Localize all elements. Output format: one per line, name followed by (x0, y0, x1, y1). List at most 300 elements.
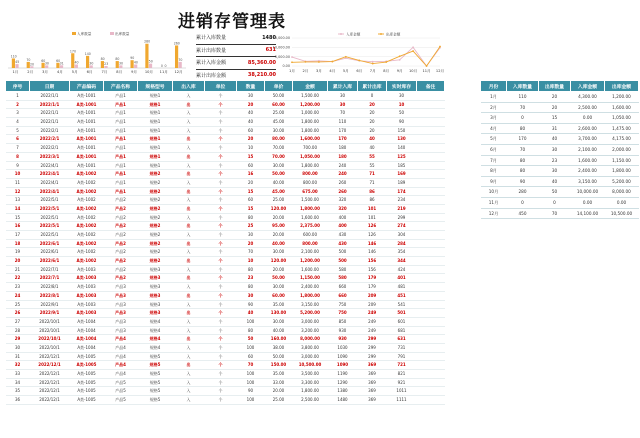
table-cell[interactable] (417, 109, 445, 118)
table-cell[interactable]: 50.00 (265, 274, 293, 283)
month-cell[interactable]: 10,000.00 (571, 187, 605, 198)
table-cell[interactable]: A类-1005 (70, 396, 104, 405)
month-row[interactable] (481, 102, 639, 113)
table-cell[interactable]: 601 (387, 317, 417, 326)
month-cell[interactable]: 30 (539, 166, 571, 177)
table-cell[interactable] (417, 291, 445, 300)
table-cell[interactable]: 2022/9/1 (30, 309, 70, 318)
month-cell[interactable]: 0.00 (571, 113, 605, 124)
table-cell[interactable]: 249 (358, 309, 387, 318)
table-cell[interactable]: 1,800.00 (293, 387, 328, 396)
table-cell[interactable]: 23 (237, 274, 265, 283)
table-cell[interactable]: A类-1003 (70, 300, 104, 309)
table-cell[interactable]: 299 (358, 343, 387, 352)
table-cell[interactable] (417, 170, 445, 179)
table-cell[interactable]: 2022/12/1 (30, 352, 70, 361)
table-cell[interactable]: 1,200.00 (293, 100, 328, 109)
table-cell[interactable]: 299 (358, 352, 387, 361)
table-cell[interactable]: 55 (358, 152, 387, 161)
month-cell[interactable]: 14,100.00 (571, 208, 605, 219)
table-row[interactable] (6, 187, 445, 196)
table-cell[interactable]: 13 (6, 196, 30, 205)
table-cell[interactable]: 344 (387, 257, 417, 266)
table-cell[interactable]: 个 (205, 100, 237, 109)
table-cell[interactable]: 20.00 (265, 265, 293, 274)
table-cell[interactable]: 产品2 (104, 204, 138, 213)
table-cell[interactable]: 2,400.00 (293, 283, 328, 292)
table-row[interactable] (6, 239, 445, 248)
table-cell[interactable]: 20 (358, 126, 387, 135)
table-cell[interactable]: 18 (6, 239, 30, 248)
table-cell[interactable]: 80 (237, 265, 265, 274)
table-cell[interactable]: 产品4 (104, 343, 138, 352)
table-cell[interactable]: 369 (358, 370, 387, 379)
table-cell[interactable]: 1,200.00 (293, 257, 328, 266)
table-cell[interactable]: 2,375.00 (293, 222, 328, 231)
table-cell[interactable]: 30.00 (265, 248, 293, 257)
table-cell[interactable]: 234 (387, 196, 417, 205)
column-header[interactable]: 备注 (417, 81, 445, 92)
table-cell[interactable]: 个 (205, 170, 237, 179)
table-cell[interactable]: 规格1 (138, 126, 173, 135)
table-cell[interactable]: 451 (387, 291, 417, 300)
table-cell[interactable]: A类-1001 (70, 118, 104, 127)
table-cell[interactable]: 个 (205, 118, 237, 127)
table-cell[interactable]: 40.00 (265, 239, 293, 248)
table-cell[interactable]: 产品3 (104, 317, 138, 326)
table-cell[interactable]: 209 (358, 300, 387, 309)
table-cell[interactable]: 入 (173, 178, 205, 187)
month-row[interactable] (481, 134, 639, 145)
table-cell[interactable]: 入 (173, 343, 205, 352)
table-cell[interactable]: 规格3 (138, 274, 173, 283)
table-row[interactable] (6, 291, 445, 300)
table-cell[interactable]: 产品4 (104, 361, 138, 370)
table-cell[interactable]: A类-1002 (70, 222, 104, 231)
month-cell[interactable]: 110 (507, 92, 539, 103)
table-cell[interactable]: 30 (328, 92, 358, 101)
table-cell[interactable]: 2022/8/1 (30, 283, 70, 292)
table-cell[interactable]: 产品1 (104, 161, 138, 170)
table-cell[interactable]: 入 (173, 118, 205, 127)
table-cell[interactable]: 规格1 (138, 135, 173, 144)
month-cell[interactable]: 0.00 (605, 197, 639, 208)
column-header[interactable]: 累计入库 (328, 81, 358, 92)
table-cell[interactable]: 8,000.00 (293, 335, 328, 344)
month-cell[interactable]: 170 (507, 134, 539, 145)
table-cell[interactable]: 2022/6/1 (30, 248, 70, 257)
month-cell[interactable]: 30 (539, 144, 571, 155)
table-cell[interactable]: 产品1 (104, 144, 138, 153)
month-cell[interactable]: 40 (539, 176, 571, 187)
table-cell[interactable]: 631 (387, 335, 417, 344)
table-cell[interactable]: 2022/6/1 (30, 257, 70, 266)
table-cell[interactable]: 出 (173, 170, 205, 179)
table-row[interactable] (6, 100, 445, 109)
table-cell[interactable]: 产品5 (104, 378, 138, 387)
table-cell[interactable]: 规格2 (138, 170, 173, 179)
table-cell[interactable]: 规格3 (138, 309, 173, 318)
table-cell[interactable]: 规格1 (138, 144, 173, 153)
table-cell[interactable]: 个 (205, 196, 237, 205)
table-cell[interactable]: 个 (205, 283, 237, 292)
table-cell[interactable]: 入 (173, 283, 205, 292)
table-cell[interactable]: 101 (358, 204, 387, 213)
table-cell[interactable]: 个 (205, 291, 237, 300)
table-cell[interactable]: 284 (387, 239, 417, 248)
table-cell[interactable]: 2022/5/1 (30, 204, 70, 213)
table-cell[interactable]: 规格5 (138, 370, 173, 379)
table-cell[interactable]: 个 (205, 213, 237, 222)
table-cell[interactable]: 700.00 (293, 144, 328, 153)
month-cell[interactable]: 15 (539, 113, 571, 124)
table-cell[interactable]: 219 (387, 204, 417, 213)
table-cell[interactable]: 产品2 (104, 239, 138, 248)
table-cell[interactable]: 规格4 (138, 317, 173, 326)
table-cell[interactable]: 2022/10/1 (30, 343, 70, 352)
table-cell[interactable]: 34 (6, 378, 30, 387)
table-cell[interactable]: 出 (173, 335, 205, 344)
table-cell[interactable]: 170 (328, 135, 358, 144)
table-row[interactable] (6, 352, 445, 361)
table-cell[interactable]: 规格3 (138, 300, 173, 309)
table-cell[interactable]: 304 (387, 231, 417, 240)
table-cell[interactable]: 20 (6, 257, 30, 266)
table-cell[interactable]: 2022/2/1 (30, 126, 70, 135)
table-cell[interactable]: 出 (173, 100, 205, 109)
table-cell[interactable] (417, 92, 445, 101)
table-cell[interactable]: A类-1001 (70, 92, 104, 101)
table-cell[interactable]: 60 (237, 126, 265, 135)
table-cell[interactable]: 规格2 (138, 178, 173, 187)
table-cell[interactable]: 17 (6, 231, 30, 240)
month-cell[interactable]: 8月 (481, 166, 507, 177)
month-row[interactable] (481, 92, 639, 103)
table-cell[interactable]: 2022/9/1 (30, 300, 70, 309)
table-cell[interactable]: 400 (328, 222, 358, 231)
table-cell[interactable]: 179 (358, 274, 387, 283)
table-cell[interactable]: 规格4 (138, 326, 173, 335)
month-cell[interactable]: 80 (507, 155, 539, 166)
table-cell[interactable]: 2022/7/1 (30, 265, 70, 274)
table-cell[interactable]: 20 (358, 118, 387, 127)
table-cell[interactable]: 86 (358, 196, 387, 205)
table-cell[interactable]: 90 (237, 387, 265, 396)
table-cell[interactable]: 2022/12/1 (30, 378, 70, 387)
table-cell[interactable]: 369 (358, 361, 387, 370)
table-cell[interactable]: 260 (328, 187, 358, 196)
column-header[interactable]: 实时库存 (387, 81, 417, 92)
month-cell[interactable]: 0.00 (571, 197, 605, 208)
table-cell[interactable] (417, 309, 445, 318)
table-cell[interactable]: 40 (237, 118, 265, 127)
table-cell[interactable]: 35.00 (265, 370, 293, 379)
table-cell[interactable]: 71 (358, 170, 387, 179)
month-cell[interactable]: 4月 (481, 123, 507, 134)
table-cell[interactable]: 400 (328, 213, 358, 222)
table-row[interactable] (6, 92, 445, 101)
table-cell[interactable]: 180 (328, 152, 358, 161)
table-cell[interactable]: A类-1001 (70, 152, 104, 161)
month-cell[interactable]: 20 (539, 92, 571, 103)
month-column-header[interactable]: 出库金额 (605, 81, 639, 92)
month-cell[interactable]: 90 (507, 176, 539, 187)
table-cell[interactable]: 1,600.00 (293, 135, 328, 144)
table-cell[interactable]: 24 (6, 291, 30, 300)
table-cell[interactable]: 930 (328, 326, 358, 335)
month-cell[interactable]: 0 (507, 113, 539, 124)
table-cell[interactable]: 30.00 (265, 317, 293, 326)
table-cell[interactable]: 个 (205, 343, 237, 352)
month-column-header[interactable]: 月份 (481, 81, 507, 92)
table-cell[interactable]: 580 (328, 265, 358, 274)
table-row[interactable] (6, 274, 445, 283)
table-cell[interactable]: 1,800.00 (293, 126, 328, 135)
table-row[interactable] (6, 161, 445, 170)
table-cell[interactable]: 660 (328, 291, 358, 300)
table-cell[interactable]: 100 (237, 370, 265, 379)
table-cell[interactable]: 产品3 (104, 283, 138, 292)
table-cell[interactable]: 10 (237, 144, 265, 153)
table-cell[interactable]: 1,000.00 (293, 109, 328, 118)
table-cell[interactable]: 个 (205, 335, 237, 344)
table-row[interactable] (6, 231, 445, 240)
table-row[interactable] (6, 178, 445, 187)
table-cell[interactable]: 71 (358, 178, 387, 187)
table-cell[interactable]: 26 (6, 309, 30, 318)
table-cell[interactable]: 23 (6, 283, 30, 292)
table-cell[interactable]: 80 (237, 283, 265, 292)
table-cell[interactable]: 40 (358, 144, 387, 153)
month-row[interactable] (481, 166, 639, 177)
table-cell[interactable]: 299 (387, 213, 417, 222)
table-cell[interactable]: A类-1004 (70, 343, 104, 352)
table-row[interactable] (6, 196, 445, 205)
month-cell[interactable]: 3月 (481, 113, 507, 124)
month-cell[interactable]: 50 (539, 187, 571, 198)
table-cell[interactable]: 8 (6, 152, 30, 161)
table-cell[interactable]: 25.00 (265, 109, 293, 118)
month-row[interactable] (481, 144, 639, 155)
table-cell[interactable]: A类-1002 (70, 231, 104, 240)
table-cell[interactable]: 规格2 (138, 213, 173, 222)
table-cell[interactable]: 60 (237, 161, 265, 170)
month-cell[interactable]: 2,100.00 (571, 144, 605, 155)
column-header[interactable]: 产品编码 (70, 81, 104, 92)
table-cell[interactable]: 90 (237, 300, 265, 309)
table-cell[interactable]: 50.00 (265, 352, 293, 361)
table-cell[interactable]: 产品4 (104, 352, 138, 361)
table-cell[interactable]: 入 (173, 126, 205, 135)
table-cell[interactable]: 产品1 (104, 170, 138, 179)
table-row[interactable] (6, 317, 445, 326)
month-column-header[interactable]: 出库数量 (539, 81, 571, 92)
table-cell[interactable]: 个 (205, 187, 237, 196)
table-cell[interactable]: 60.00 (265, 291, 293, 300)
table-cell[interactable]: 1,050.00 (293, 152, 328, 161)
table-cell[interactable]: 120.00 (265, 204, 293, 213)
table-cell[interactable]: 20 (237, 239, 265, 248)
table-cell[interactable]: 15 (237, 187, 265, 196)
table-cell[interactable]: A类-1002 (70, 170, 104, 179)
table-cell[interactable]: 产品5 (104, 387, 138, 396)
table-cell[interactable]: A类-1003 (70, 274, 104, 283)
table-cell[interactable] (417, 231, 445, 240)
month-cell[interactable]: 1,200.00 (605, 92, 639, 103)
table-cell[interactable]: 2022/5/1 (30, 196, 70, 205)
month-cell[interactable]: 70 (507, 144, 539, 155)
table-row[interactable] (6, 387, 445, 396)
table-row[interactable] (6, 300, 445, 309)
table-cell[interactable] (417, 335, 445, 344)
month-cell[interactable]: 6月 (481, 144, 507, 155)
table-cell[interactable]: A类-1005 (70, 387, 104, 396)
month-cell[interactable]: 10,500.00 (605, 208, 639, 219)
table-row[interactable] (6, 378, 445, 387)
table-cell[interactable]: 240 (328, 170, 358, 179)
table-cell[interactable]: 150.00 (265, 361, 293, 370)
month-column-header[interactable]: 入库数量 (507, 81, 539, 92)
table-cell[interactable]: 369 (358, 396, 387, 405)
table-cell[interactable] (417, 144, 445, 153)
month-cell[interactable]: 4,300.00 (571, 92, 605, 103)
table-cell[interactable]: 出 (173, 239, 205, 248)
table-cell[interactable]: 规格2 (138, 204, 173, 213)
table-cell[interactable]: 2022/2/1 (30, 144, 70, 153)
table-cell[interactable]: 35 (6, 387, 30, 396)
table-cell[interactable]: 430 (328, 239, 358, 248)
column-header[interactable]: 出入库 (173, 81, 205, 92)
table-cell[interactable]: 500 (328, 248, 358, 257)
table-cell[interactable]: 1090 (328, 361, 358, 370)
table-cell[interactable]: 规格4 (138, 335, 173, 344)
table-cell[interactable]: 2022/7/1 (30, 274, 70, 283)
table-cell[interactable]: 产品3 (104, 291, 138, 300)
table-cell[interactable]: 1380 (328, 387, 358, 396)
table-cell[interactable]: 12 (6, 187, 30, 196)
table-cell[interactable]: 249 (358, 326, 387, 335)
table-cell[interactable]: 30 (237, 231, 265, 240)
table-cell[interactable]: 16 (6, 222, 30, 231)
table-cell[interactable]: 产品1 (104, 178, 138, 187)
table-cell[interactable]: 120.00 (265, 257, 293, 266)
table-cell[interactable]: 产品2 (104, 265, 138, 274)
table-cell[interactable]: A类-1001 (70, 100, 104, 109)
table-cell[interactable]: 501 (387, 309, 417, 318)
month-cell[interactable]: 31 (539, 123, 571, 134)
table-cell[interactable]: 33 (6, 370, 30, 379)
table-cell[interactable]: 156 (358, 265, 387, 274)
table-cell[interactable]: 3,800.00 (293, 343, 328, 352)
table-cell[interactable]: 660 (328, 283, 358, 292)
table-cell[interactable]: 45.00 (265, 118, 293, 127)
table-row[interactable] (6, 265, 445, 274)
table-cell[interactable]: 721 (387, 361, 417, 370)
table-cell[interactable]: 40 (237, 309, 265, 318)
table-cell[interactable]: 4 (6, 118, 30, 127)
table-cell[interactable] (417, 343, 445, 352)
month-cell[interactable]: 1,600.00 (571, 155, 605, 166)
table-cell[interactable]: 800.00 (293, 239, 328, 248)
table-cell[interactable]: 个 (205, 361, 237, 370)
table-cell[interactable]: 0 (358, 92, 387, 101)
table-cell[interactable]: 个 (205, 265, 237, 274)
table-cell[interactable]: 14 (6, 204, 30, 213)
table-cell[interactable]: 2022/4/1 (30, 170, 70, 179)
table-cell[interactable]: 规格3 (138, 283, 173, 292)
table-cell[interactable]: 个 (205, 204, 237, 213)
table-cell[interactable]: 50.00 (265, 170, 293, 179)
table-cell[interactable]: A类-1002 (70, 178, 104, 187)
table-cell[interactable]: 930 (328, 335, 358, 344)
table-cell[interactable]: 35.00 (265, 300, 293, 309)
table-cell[interactable]: 个 (205, 144, 237, 153)
table-cell[interactable] (417, 178, 445, 187)
table-cell[interactable]: 750 (328, 300, 358, 309)
table-cell[interactable]: 160.00 (265, 335, 293, 344)
table-cell[interactable]: 481 (387, 283, 417, 292)
table-cell[interactable]: 2022/2/1 (30, 135, 70, 144)
month-cell[interactable]: 1,150.00 (605, 155, 639, 166)
table-cell[interactable]: 1290 (328, 378, 358, 387)
table-cell[interactable]: 1,800.00 (293, 118, 328, 127)
table-cell[interactable]: 146 (358, 239, 387, 248)
table-cell[interactable] (417, 248, 445, 257)
table-row[interactable] (6, 283, 445, 292)
month-cell[interactable]: 7月 (481, 155, 507, 166)
table-cell[interactable]: 入 (173, 248, 205, 257)
month-cell[interactable]: 1,050.00 (605, 113, 639, 124)
table-cell[interactable]: 50.00 (265, 92, 293, 101)
table-row[interactable] (6, 126, 445, 135)
table-cell[interactable]: 320 (328, 196, 358, 205)
table-cell[interactable]: 401 (387, 274, 417, 283)
table-cell[interactable]: 入 (173, 387, 205, 396)
table-cell[interactable] (417, 239, 445, 248)
table-cell[interactable]: 2022/4/1 (30, 161, 70, 170)
table-cell[interactable]: 1090 (328, 352, 358, 361)
month-cell[interactable]: 1,800.00 (605, 166, 639, 177)
table-cell[interactable] (417, 378, 445, 387)
table-cell[interactable]: 130 (387, 135, 417, 144)
table-cell[interactable]: 个 (205, 396, 237, 405)
table-cell[interactable]: 产品4 (104, 335, 138, 344)
month-cell[interactable]: 2,600.00 (571, 123, 605, 134)
table-cell[interactable]: 规格5 (138, 396, 173, 405)
table-cell[interactable]: 2022/6/1 (30, 239, 70, 248)
month-cell[interactable]: 0 (539, 197, 571, 208)
table-cell[interactable] (417, 283, 445, 292)
table-cell[interactable] (417, 257, 445, 266)
table-cell[interactable]: 产品2 (104, 274, 138, 283)
table-cell[interactable]: 2,100.00 (293, 248, 328, 257)
month-cell[interactable]: 12月 (481, 208, 507, 219)
table-cell[interactable]: 产品1 (104, 100, 138, 109)
table-cell[interactable]: A类-1002 (70, 187, 104, 196)
table-cell[interactable]: 27 (6, 317, 30, 326)
table-cell[interactable]: 25 (6, 300, 30, 309)
table-cell[interactable]: 19 (6, 248, 30, 257)
table-cell[interactable]: 29 (6, 335, 30, 344)
table-cell[interactable]: 100 (237, 396, 265, 405)
table-cell[interactable]: 2022/5/1 (30, 231, 70, 240)
table-cell[interactable]: 25.00 (265, 196, 293, 205)
table-cell[interactable]: A类-1004 (70, 335, 104, 344)
table-cell[interactable]: 126 (358, 231, 387, 240)
table-cell[interactable]: A类-1005 (70, 352, 104, 361)
table-cell[interactable]: 2022/4/1 (30, 187, 70, 196)
table-row[interactable] (6, 326, 445, 335)
